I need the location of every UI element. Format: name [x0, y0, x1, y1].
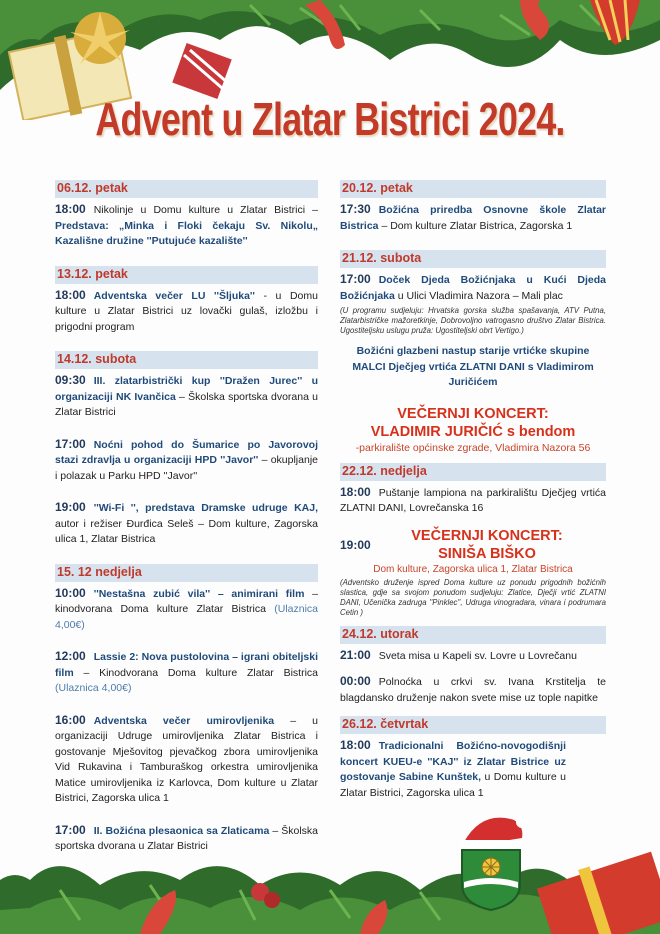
concert-performer: VLADIMIR JURIČIĆ s bendom	[370, 423, 576, 440]
christmas-ornament-icon	[172, 43, 231, 99]
event-text: – u organizaciji Udruge umirovljenika Zlatar Bistrica i gostovanje Mješovitog pjevačkog zbora umirovljenika Vid Rukavina i Tamburaškog orkestra umirovljenika Matice umirovljenika iz Karlovca, Dom kulture u Zlatar Bistrici, Zagorska ulica 1	[55, 714, 319, 804]
event-text: – Školska sportska dvorana u Zlatar Bistrici	[55, 390, 318, 418]
event-text: Nikolinje u Domu kulture u Zlatar Bistrici –	[93, 204, 318, 216]
gift-box-icon	[537, 852, 660, 934]
date-heading: 24.12. utorak	[340, 626, 606, 644]
concert-location: Dom kulture, Zagorska ulica 1, Zlatar Bistrica	[373, 563, 573, 575]
concert-performer: SINIŠA BIŠKO	[438, 545, 536, 562]
event-text: autor i režiser Đurđica Seleš – Dom kulture, Zagorska ulica 1, Zlatar Bistrica	[55, 517, 318, 545]
event-time: 19:00	[55, 500, 86, 514]
event-title: Božićna priredba Osnovne škole Zlatar Bistrica	[340, 204, 606, 232]
left-column	[55, 180, 318, 865]
event-item	[340, 272, 606, 304]
event-item	[55, 373, 318, 421]
event-note: (Adventsko druženje ispred Doma kulture uz ponudu prigodnih božićnih slastica, gdje sa svojom ponudom sudjeluju: Zlatice, Dječji vrtić ZLATNI DANI, Učenička zadruga ''Pinklec'', Udruga vinogradara, vinara i podrumara Cetin )	[340, 577, 606, 617]
event-title: Tradicionalni Božićno-novogodišnji koncert KUEU-e ''KAJ'' iz Zlatar Bistrice uz gostovanje Sabine Kunštek,	[340, 740, 566, 783]
event-text: – Kinodvorana Doma kulture Zlatar Bistrica	[73, 666, 318, 679]
event-time: 18:00	[340, 738, 371, 752]
event-time: 17:00	[340, 272, 371, 286]
event-item	[340, 738, 606, 801]
event-note: (U programu sudjeluju: Hrvatska gorska služba spašavanja, ATV Putna, Zlatarbistričke mažoretkinje, Dobrovoljno vatrogasno društvo Zlatar Bistrica. Ugostiteljsku uslugu pruža: Ugostiteljski obrt Vertigo.)	[340, 306, 606, 335]
ticket-price: (Ulaznica 4,00€)	[55, 603, 318, 631]
event-time: 10:00	[55, 585, 86, 600]
event-item	[55, 500, 318, 548]
event-item	[55, 586, 318, 634]
event-text: – okupljanje i polazak u Parku HPD ''Javor''	[55, 454, 318, 482]
event-time: 17:00	[55, 436, 86, 451]
event-time: 16:00	[55, 712, 86, 727]
event-text: – Dom kulture Zlatar Bistrica, Zagorska 1	[378, 219, 573, 232]
event-text: u Ulici Vladimira Nazora – Mali plac	[394, 289, 563, 302]
event-item	[55, 713, 318, 807]
event-time: 12:00	[55, 649, 86, 663]
event-text: - u Domu kulture u Zlatar Bistrici uz lovački gulaš, izložbu i prigodni program	[55, 289, 318, 333]
concert-titles	[408, 527, 566, 563]
date-heading: 13.12. petak	[55, 266, 318, 284]
event-title: II. Božićna plesaonica sa Zlaticama	[93, 824, 270, 837]
event-time: 00:00	[340, 674, 371, 688]
concert-heading: VEČERNJI KONCERT:	[411, 527, 563, 544]
event-item	[55, 202, 318, 250]
event-title: Predstava: „Minka i Floki čekaju Sv. Nikolu„ Kazališne družine ''Putujuće kazalište''	[55, 219, 318, 247]
event-title: Noćni pohod do Šumarice po Javorovoj stazi zdravlja u organizaciji HPD ''Javor''	[55, 438, 318, 466]
concert-heading: VEČERNJI KONCERT:	[397, 405, 549, 422]
event-time: 18:00	[55, 287, 86, 302]
event-item	[340, 202, 606, 234]
event-title: Doček Djeda Božićnjaka u Kući Djeda Božićnjaka	[340, 274, 606, 302]
event-text: – Školska sportska dvorana u Zlatar Bistrici	[55, 824, 318, 852]
event-time: 19:00	[340, 537, 371, 552]
date-heading: 06.12. petak	[55, 180, 318, 198]
date-heading: 14.12. subota	[55, 351, 318, 369]
event-item	[55, 649, 318, 697]
santa-hat-icon	[460, 816, 528, 850]
page-title: Advent u Zlatar Bistrici 2024.	[95, 93, 565, 145]
right-column	[340, 180, 606, 811]
event-text: Puštanje lampiona na parkiralištu Dječjeg vrtića ZLATNI DANI, Lovrečanska 16	[340, 486, 606, 514]
event-title: ''Nestašna zubić vila'' – animirani film	[93, 587, 305, 600]
event-item	[340, 648, 606, 665]
concert-location: -parkiralište općinske zgrade, Vladimira Nazora 56	[355, 441, 591, 454]
event-text: u Domu kulture u Zlatar Bistrici, Zagorska ulica 1	[340, 771, 566, 799]
date-heading: 22.12. nedjelja	[340, 463, 606, 481]
event-time: 21:00	[340, 647, 371, 662]
date-heading: 15. 12 nedjelja	[55, 564, 318, 582]
event-item	[340, 674, 606, 706]
event-time: 18:00	[55, 202, 86, 216]
date-heading: 26.12. četvrtak	[340, 716, 606, 734]
date-heading: 20.12. petak	[340, 180, 606, 198]
event-text: – kinodvorana Doma kulture Zlatar Bistrica	[55, 587, 318, 615]
date-heading: 21.12. subota	[340, 250, 606, 268]
event-time: 17:00	[55, 822, 86, 837]
event-title: ''Wi-Fi '', predstava Dramske udruge KAJ,	[93, 502, 318, 514]
event-item	[55, 437, 318, 485]
concert-block	[340, 527, 606, 563]
event-title: III. zlatarbistrički kup ''Dražen Jurec'' u organizaciji NK Ivančica	[55, 375, 318, 403]
event-text: Polnoćka u crkvi sv. Ivana Krstitelja te blagdansko druženje nakon svete mise uz tople napitke	[340, 676, 606, 704]
ticket-price: (Ulaznica 4,00€)	[55, 682, 132, 694]
event-text: Sveta misa u Kapeli sv. Lovre u Lovrečanu	[378, 649, 577, 662]
bottom-garland-decoration	[0, 830, 660, 934]
event-time: 09:30	[55, 373, 86, 387]
event-item	[55, 288, 318, 336]
event-title: Adventska večer LU ''Šljuka''	[93, 289, 255, 302]
event-title: Adventska večer umirovljenika	[93, 714, 275, 727]
event-item	[340, 485, 606, 517]
event-time: 18:00	[340, 484, 371, 499]
coat-of-arms-icon	[452, 812, 532, 912]
event-item: Božićni glazbeni nastup starije vrtićke skupine MALCI Dječjeg vrtića ZLATNI DANI s Vladimirom Juričićem	[352, 345, 594, 388]
event-time: 17:30	[340, 202, 371, 216]
event-title: Lassie 2: Nova pustolovina – igrani obiteljski film	[55, 651, 318, 679]
